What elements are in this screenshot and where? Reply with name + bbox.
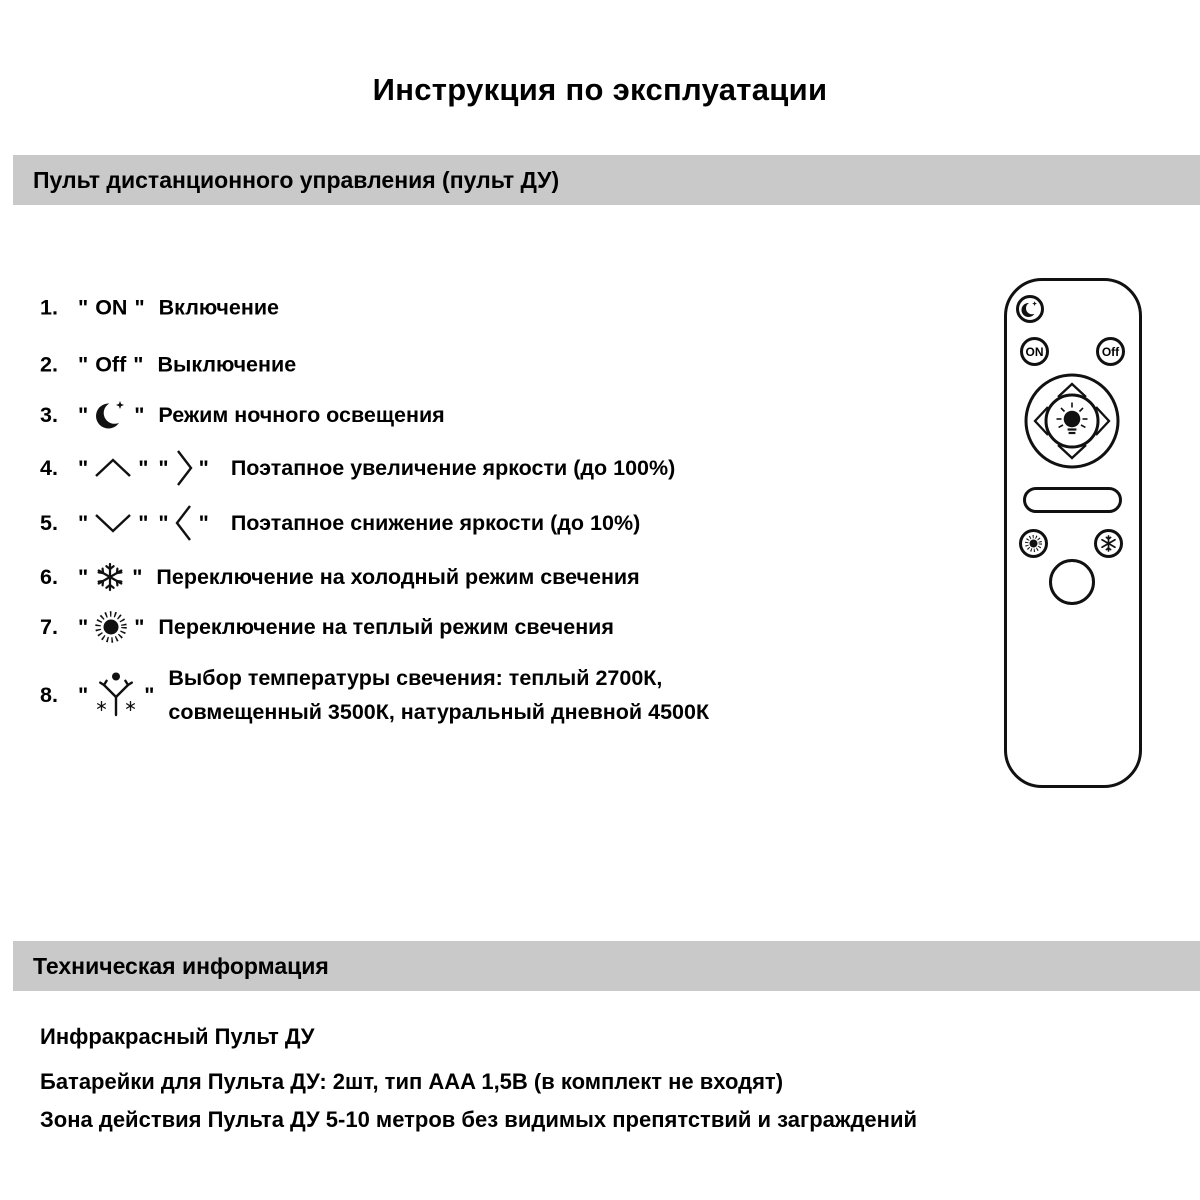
quote-mark: " xyxy=(158,455,169,480)
color-temperature-icon xyxy=(93,670,139,720)
section-header-remote-label: Пульт дистанционного управления (пульт ДУ) xyxy=(33,167,560,193)
remote-dpad xyxy=(1022,371,1122,471)
remote-pill-button xyxy=(1023,487,1122,513)
instruction-item-8 xyxy=(40,661,709,729)
quote-mark: " xyxy=(78,352,89,377)
moon-icon xyxy=(1020,299,1040,319)
item-number: 3. xyxy=(40,402,58,427)
instruction-item-2 xyxy=(40,353,296,378)
tech-line-range: Зона действия Пульта ДУ 5-10 метров без видимых препятствий и заграждений xyxy=(40,1107,918,1132)
section-header-tech-label: Техническая информация xyxy=(33,953,329,979)
remote-illustration xyxy=(1004,278,1142,788)
item-number: 5. xyxy=(40,510,58,535)
chevron-up-icon xyxy=(93,457,133,479)
quote-mark: " xyxy=(144,682,155,707)
remote-night-button xyxy=(1016,295,1044,323)
item-label: Переключение на теплый режим свечения xyxy=(158,614,614,639)
item-number: 6. xyxy=(40,564,58,589)
instruction-item-3 xyxy=(40,397,445,433)
item-number: 1. xyxy=(40,295,58,320)
instruction-item-6 xyxy=(40,559,640,595)
item-number: 8. xyxy=(40,682,58,707)
quote-mark: " xyxy=(158,510,169,535)
chevron-right-icon xyxy=(174,448,194,488)
remote-off-button xyxy=(1096,337,1125,366)
quote-mark: " xyxy=(134,402,145,427)
snowflake-icon xyxy=(93,559,127,595)
instruction-item-4 xyxy=(40,448,675,488)
quote-mark: " xyxy=(198,455,209,480)
item-label xyxy=(168,661,709,729)
item-number: 7. xyxy=(40,614,58,639)
moon-icon xyxy=(93,397,129,433)
quote-mark: " xyxy=(78,614,89,639)
sun-icon xyxy=(1024,534,1043,553)
remote-off-label: Off xyxy=(1101,344,1120,359)
quote-mark: " xyxy=(134,614,145,639)
remote-on-label: ON xyxy=(1025,344,1044,359)
quote-mark: " xyxy=(133,352,144,377)
sun-icon xyxy=(93,609,129,645)
remote-cold-button xyxy=(1094,529,1123,558)
tech-line-batteries: Батарейки для Пульта ДУ: 2шт, тип AAA 1,5В (в комплект не входят) xyxy=(40,1069,784,1094)
item-number: 2. xyxy=(40,352,58,377)
on-key-label: ON xyxy=(95,295,128,320)
item-label: Режим ночного освещения xyxy=(158,402,445,427)
snowflake-icon xyxy=(1099,534,1118,553)
quote-mark: " xyxy=(78,295,89,320)
quote-mark: " xyxy=(78,455,89,480)
quote-mark: " xyxy=(198,510,209,535)
quote-mark: " xyxy=(132,564,143,589)
item-number: 4. xyxy=(40,455,58,480)
off-key-label: Off xyxy=(95,352,127,377)
remote-on-button xyxy=(1020,337,1049,366)
quote-mark: " xyxy=(138,510,149,535)
item-label-line-1: Выбор температуры свечения: теплый 2700К, xyxy=(168,666,663,690)
item-label-line-2: совмещенный 3500К, натуральный дневной 4500К xyxy=(168,700,710,724)
section-header-remote xyxy=(13,155,1200,205)
item-label: Поэтапное увеличение яркости (до 100%) xyxy=(230,455,676,480)
section-header-tech xyxy=(13,941,1200,991)
remote-bottom-button xyxy=(1049,559,1095,605)
instruction-item-5 xyxy=(40,503,640,543)
item-label: Выключение xyxy=(157,352,297,377)
quote-mark: " xyxy=(134,295,145,320)
item-label: Переключение на холодный режим свечения xyxy=(156,564,640,589)
quote-mark: " xyxy=(78,402,89,427)
chevron-left-icon xyxy=(174,503,194,543)
instruction-item-1 xyxy=(40,296,279,321)
quote-mark: " xyxy=(78,682,89,707)
tech-line-ir: Инфракрасный Пульт ДУ xyxy=(40,1024,315,1049)
remote-warm-button xyxy=(1019,529,1048,558)
item-label: Включение xyxy=(158,295,280,320)
quote-mark: " xyxy=(138,455,149,480)
chevron-down-icon xyxy=(93,512,133,534)
quote-mark: " xyxy=(78,564,89,589)
quote-mark: " xyxy=(78,510,89,535)
instruction-item-7 xyxy=(40,609,614,645)
item-label: Поэтапное снижение яркости (до 10%) xyxy=(230,510,641,535)
page-title: Инструкция по эксплуатации xyxy=(372,72,828,107)
